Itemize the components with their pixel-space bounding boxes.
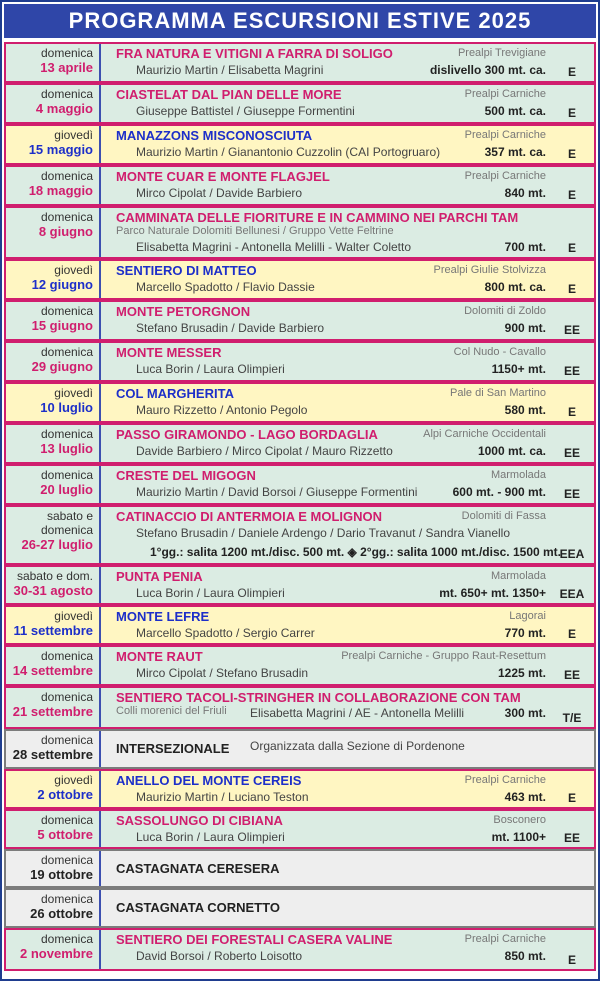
excursion-details: [110, 811, 548, 847]
date-column: [6, 44, 101, 81]
difficulty-grade: T/E: [562, 711, 582, 725]
excursion-title: CRESTE DEL MIGOGN: [116, 468, 256, 483]
trip-leaders: Maurizio Martin / Luciano Teston: [136, 790, 309, 804]
region-label: Prealpi Carniche: [464, 170, 546, 182]
difficulty-grade: E: [567, 282, 576, 296]
trip-leaders: Marcello Spadotto / Sergio Carrer: [136, 626, 315, 640]
region-label: Prealpi Carniche: [464, 774, 546, 786]
elevation-gain: mt. 1100+: [491, 830, 546, 844]
weekday-label: domenica: [40, 468, 93, 482]
excursion-title: ANELLO DEL MONTE CEREIS: [116, 773, 302, 788]
weekday-label: giovedì: [54, 386, 93, 400]
excursion-details: [110, 126, 548, 163]
excursion-details: [110, 208, 548, 257]
date-column: [6, 126, 101, 163]
date-column: [6, 607, 101, 643]
region-label: Prealpi Carniche - Gruppo Raut-Resettum: [341, 650, 546, 662]
trip-leaders: David Borsoi / Roberto Loisotto: [136, 949, 303, 963]
region-label: Col Nudo - Cavallo: [453, 346, 546, 358]
date-column: [6, 851, 101, 886]
excursion-details: [110, 930, 548, 969]
excursion-details: [110, 731, 548, 767]
date-column: [6, 890, 101, 926]
region-label: Prealpi Trevigiane: [457, 47, 546, 59]
excursion-details: [110, 507, 561, 563]
difficulty-grade: E: [567, 241, 576, 255]
excursion-details: [110, 44, 548, 81]
excursion-row: [4, 423, 596, 464]
excursion-row: [4, 300, 596, 341]
region-label: Prealpi Giulie Stolvizza: [433, 264, 546, 276]
region-label: Dolomiti di Zoldo: [464, 305, 546, 317]
excursion-row: [4, 505, 596, 565]
weekday-label: domenica: [40, 427, 93, 441]
excursion-date: 30-31 agosto: [13, 583, 93, 598]
weekday-label: domenica: [40, 649, 93, 663]
difficulty-grade: E: [567, 627, 576, 641]
weekday-label: giovedì: [54, 128, 93, 142]
trip-leaders: Luca Borin / Laura Olimpieri: [136, 586, 285, 600]
date-column: [6, 507, 101, 563]
excursion-details: [110, 688, 548, 727]
trip-leaders: Mauro Rizzetto / Antonio Pegolo: [136, 403, 308, 417]
elevation-details: 1°gg.: salita 1200 mt./disc. 500 mt. ◈ 2°gg.: salita 1000 mt./disc. 1500 mt.: [150, 545, 561, 559]
excursion-date: 14 settembre: [12, 663, 93, 678]
weekday-label: domenica: [40, 853, 93, 867]
excursion-details: [110, 261, 548, 298]
elevation-gain: 840 mt.: [504, 186, 546, 200]
date-column: [6, 208, 101, 257]
excursion-date: 18 maggio: [28, 183, 93, 198]
excursion-row: [4, 769, 596, 809]
excursion-row: [4, 605, 596, 645]
difficulty-grade: EE: [563, 487, 580, 501]
excursion-list: [4, 42, 596, 971]
excursion-title: PUNTA PENIA: [116, 569, 203, 584]
elevation-gain: 500 mt. ca.: [484, 104, 546, 118]
location-subtitle: Colli morenici del Friuli: [116, 705, 227, 717]
date-column: [6, 567, 101, 603]
excursion-date: 15 giugno: [31, 318, 93, 333]
weekday-label: domenica: [40, 345, 93, 359]
date-column: [6, 466, 101, 503]
difficulty-grade: E: [567, 953, 576, 967]
weekday-label: domenica: [40, 892, 93, 906]
region-label: Lagorai: [509, 610, 546, 622]
trip-leaders: Marcello Spadotto / Flavio Dassie: [136, 280, 315, 294]
elevation-gain: 700 mt.: [504, 240, 546, 254]
excursion-row: [4, 888, 596, 928]
excursion-date: 26-27 luglio: [21, 537, 93, 552]
excursion-title: CASTAGNATA CORNETTO: [116, 900, 280, 915]
location-subtitle: Parco Naturale Dolomiti Bellunesi / Gruppo Vette Feltrine: [116, 225, 394, 237]
date-column: [6, 930, 101, 969]
elevation-gain: 800 mt. ca.: [484, 280, 546, 294]
excursion-row: [4, 729, 596, 769]
elevation-gain: 300 mt.: [504, 706, 546, 720]
difficulty-grade: E: [567, 106, 576, 120]
trip-leaders: Stefano Brusadin / Davide Barbiero: [136, 321, 325, 335]
elevation-gain: mt. 650+ mt. 1350+: [439, 586, 546, 600]
elevation-gain: 850 mt.: [504, 949, 546, 963]
region-label: Prealpi Carniche: [464, 88, 546, 100]
difficulty-grade: EE: [563, 831, 580, 845]
excursion-date: 2 novembre: [20, 946, 93, 961]
date-column: [6, 384, 101, 421]
weekday-label: domenica: [40, 46, 93, 60]
excursion-details: [110, 647, 548, 684]
trip-leaders: Maurizio Martin / Elisabetta Magrini: [136, 63, 324, 77]
difficulty-grade: EEA: [559, 587, 585, 601]
excursion-row: [4, 124, 596, 165]
excursion-title: MONTE CUAR E MONTE FLAGJEL: [116, 169, 330, 184]
excursion-row: [4, 165, 596, 206]
elevation-gain: 1000 mt. ca.: [477, 444, 546, 458]
excursion-row: [4, 928, 596, 971]
difficulty-grade: E: [567, 405, 576, 419]
date-column: [6, 647, 101, 684]
excursion-title: CATINACCIO DI ANTERMOIA E MOLIGNON: [116, 509, 383, 524]
excursion-date: 21 settembre: [12, 704, 93, 719]
elevation-gain: 600 mt. - 900 mt.: [452, 485, 546, 499]
excursion-date: 11 settembre: [13, 623, 93, 638]
excursion-date: 26 ottobre: [30, 906, 93, 921]
difficulty-grade: EE: [563, 364, 580, 378]
date-column: [6, 731, 101, 767]
weekday-label: domenica: [40, 210, 93, 224]
difficulty-grade: EE: [563, 323, 580, 337]
excursion-row: [4, 382, 596, 423]
elevation-gain: 770 mt.: [504, 626, 546, 640]
date-column: [6, 343, 101, 380]
date-column: [6, 771, 101, 807]
date-column: [6, 261, 101, 298]
region-label: Dolomiti di Fassa: [461, 510, 546, 522]
excursion-details: [110, 302, 548, 339]
excursion-row: [4, 849, 596, 888]
organizer-note: Organizzata dalla Sezione di Pordenone: [250, 739, 465, 753]
excursion-details: [110, 384, 548, 421]
excursion-row: [4, 565, 596, 605]
trip-leaders: Elisabetta Magrini / AE - Antonella Melilli: [250, 706, 465, 720]
excursion-details: [110, 890, 548, 926]
trip-leaders: Luca Borin / Laura Olimpieri: [136, 362, 285, 376]
trip-leaders: Mirco Cipolat / Stefano Brusadin: [136, 666, 309, 680]
weekday-label: giovedì: [54, 609, 93, 623]
excursion-row: [4, 206, 596, 259]
region-label: Bosconero: [493, 814, 546, 826]
difficulty-grade: EE: [563, 446, 580, 460]
excursion-row: [4, 42, 596, 83]
excursion-title: INTERSEZIONALE: [116, 741, 230, 756]
weekday-label: domenica: [40, 169, 93, 183]
region-label: Alpi Carniche Occidentali: [423, 428, 546, 440]
excursion-title: MONTE RAUT: [116, 649, 203, 664]
excursion-title: CAMMINATA DELLE FIORITURE E IN CAMMINO NEI PARCHI TAM: [116, 210, 519, 225]
excursion-title: MONTE PETORGNON: [116, 304, 251, 319]
elevation-gain: 1150+ mt.: [491, 362, 546, 376]
date-column: [6, 811, 101, 847]
excursion-date: 12 giugno: [31, 277, 93, 292]
excursion-date: 15 maggio: [28, 142, 93, 157]
excursion-row: [4, 645, 596, 686]
excursion-row: [4, 464, 596, 505]
excursion-title: SENTIERO DEI FORESTALI CASERA VALINE: [116, 932, 393, 947]
weekday-label: sabato e dom.: [16, 569, 93, 583]
excursion-date: 5 ottobre: [37, 827, 93, 842]
date-column: [6, 425, 101, 462]
excursion-details: [110, 851, 548, 886]
excursion-title: CIASTELAT DAL PIAN DELLE MORE: [116, 87, 342, 102]
weekday-label: giovedì: [54, 263, 93, 277]
excursion-title: MONTE LEFRE: [116, 609, 210, 624]
date-column: [6, 85, 101, 122]
difficulty-grade: E: [567, 65, 576, 79]
excursion-date: 28 settembre: [12, 747, 93, 762]
excursion-details: [110, 771, 548, 807]
weekday-label: domenica: [40, 932, 93, 946]
trip-leaders: Luca Borin / Laura Olimpieri: [136, 830, 285, 844]
elevation-gain: 580 mt.: [504, 403, 546, 417]
excursion-row: [4, 259, 596, 300]
trip-leaders: Giuseppe Battistel / Giuseppe Formentini: [136, 104, 355, 118]
excursion-row: [4, 83, 596, 124]
excursion-row: [4, 809, 596, 849]
excursion-date: 13 aprile: [40, 60, 93, 75]
difficulty-grade: E: [567, 791, 576, 805]
trip-leaders: Maurizio Martin / Gianantonio Cuzzolin (CAI Portogruaro): [136, 145, 441, 159]
page-title: PROGRAMMA ESCURSIONI ESTIVE 2025: [4, 4, 596, 38]
difficulty-grade: E: [567, 188, 576, 202]
excursion-title: SASSOLUNGO DI CIBIANA: [116, 813, 283, 828]
excursion-details: [110, 466, 548, 503]
region-label: Marmolada: [490, 469, 546, 481]
date-column: [6, 688, 101, 727]
elevation-gain: dislivello 300 mt. ca.: [429, 63, 546, 77]
excursion-details: [110, 567, 548, 603]
excursion-details: [110, 167, 548, 204]
elevation-gain: 900 mt.: [504, 321, 546, 335]
weekday-label: domenica: [40, 813, 93, 827]
excursion-title: CASTAGNATA CERESERA: [116, 860, 280, 876]
excursion-date: 10 luglio: [40, 400, 93, 415]
weekday-label: sabato e: [46, 509, 93, 523]
region-label: Prealpi Carniche: [464, 129, 546, 141]
elevation-gain: 463 mt.: [504, 790, 546, 804]
region-label: Marmolada: [490, 570, 546, 582]
excursion-date: 20 luglio: [40, 482, 93, 497]
region-label: Prealpi Carniche: [464, 933, 546, 945]
weekday-label: domenica: [40, 690, 93, 704]
elevation-gain: 1225 mt.: [497, 666, 546, 680]
region-label: Pale di San Martino: [450, 387, 546, 399]
excursion-title: SENTIERO TACOLI-STRINGHER IN COLLABORAZIONE CON TAM: [116, 690, 521, 705]
excursion-details: [110, 607, 548, 643]
excursion-title: PASSO GIRAMONDO - LAGO BORDAGLIA: [116, 427, 378, 442]
trip-leaders: Elisabetta Magrini - Antonella Melilli - Walter Coletto: [136, 240, 411, 254]
excursion-date: 8 giugno: [38, 224, 93, 239]
excursion-title: SENTIERO DI MATTEO: [116, 263, 257, 278]
weekday-label: giovedì: [54, 773, 93, 787]
excursion-title: COL MARGHERITA: [116, 386, 234, 401]
difficulty-grade: EE: [563, 668, 580, 682]
trip-leaders: Stefano Brusadin / Daniele Ardengo / Dario Travanut / Sandra Vianello: [136, 526, 511, 540]
excursion-row: [4, 341, 596, 382]
excursion-title: FRA NATURA E VITIGNI A FARRA DI SOLIGO: [116, 46, 393, 61]
trip-leaders: Maurizio Martin / David Borsoi / Giuseppe Formentini: [136, 485, 418, 499]
excursion-details: [110, 425, 548, 462]
excursion-title: MANAZZONS MISCONOSCIUTA: [116, 128, 313, 143]
excursion-row: [4, 686, 596, 729]
excursion-details: [110, 343, 548, 380]
trip-leaders: Davide Barbiero / Mirco Cipolat / Mauro Rizzetto: [136, 444, 393, 458]
excursion-date: 2 ottobre: [37, 787, 93, 802]
trip-leaders: Mirco Cipolat / Davide Barbiero: [136, 186, 303, 200]
date-column: [6, 167, 101, 204]
difficulty-grade: E: [567, 147, 576, 161]
weekday-label-2: domenica: [40, 523, 93, 537]
weekday-label: domenica: [40, 87, 93, 101]
excursion-date: 19 ottobre: [30, 867, 93, 882]
weekday-label: domenica: [40, 733, 93, 747]
excursion-details: [110, 85, 548, 122]
excursion-date: 29 giugno: [31, 359, 93, 374]
date-column: [6, 302, 101, 339]
difficulty-grade: EEA: [559, 547, 585, 561]
excursion-date: 4 maggio: [35, 101, 93, 116]
excursion-title: MONTE MESSER: [116, 345, 222, 360]
weekday-label: domenica: [40, 304, 93, 318]
excursion-date: 13 luglio: [40, 441, 93, 456]
elevation-gain: 357 mt. ca.: [484, 145, 546, 159]
